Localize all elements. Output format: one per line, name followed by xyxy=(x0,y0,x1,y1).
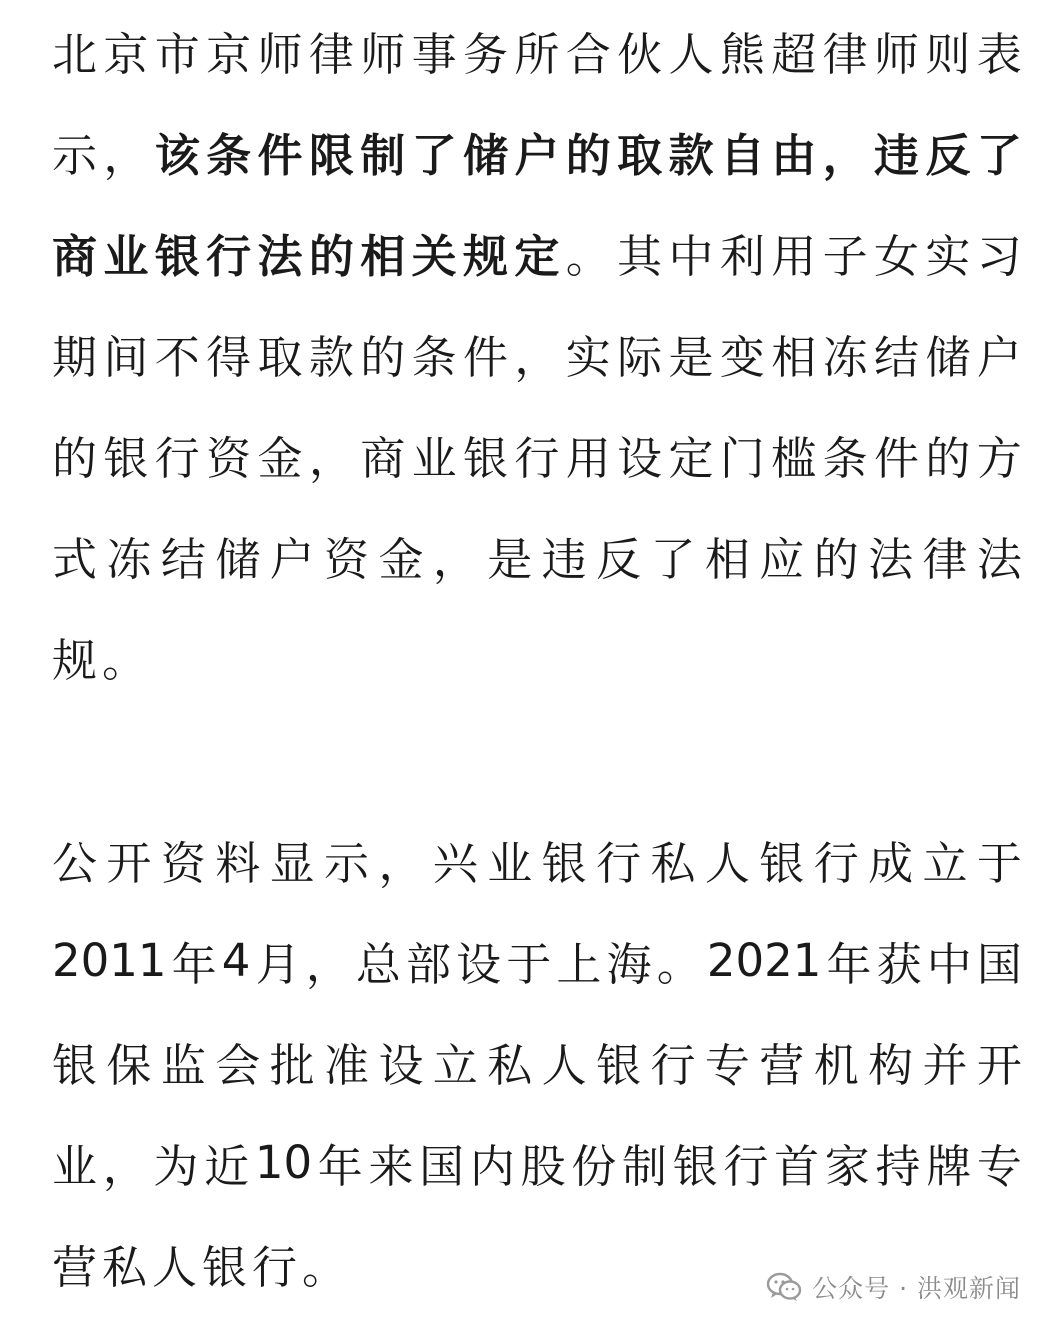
text-segment: 规。 xyxy=(52,634,153,687)
text-line: 公 开 资 料 显 示 ， 兴 业 银 行 私 人 银 行 成 立 于 xyxy=(52,837,1022,890)
text-line: 示 ， 该 条 件 限 制 了 储 户 的 取 款 自 由 ， 违 反 了 xyxy=(52,129,1022,182)
text-line: 期 间 不 得 取 款 的 条 件 ， 实 际 是 变 相 冻 结 储 户 xyxy=(52,331,1022,384)
wechat-icon xyxy=(766,1272,802,1302)
text-line xyxy=(52,606,1022,707)
text-line: 的 银 行 资 金 ， 商 业 银 行 用 设 定 门 槛 条 件 的 方 xyxy=(52,432,1022,485)
text-line: 2011 年 4 月 ， 总 部 设 于 上 海 。 2021 年 获 中 国 xyxy=(52,934,1022,991)
watermark xyxy=(766,1268,1021,1306)
text-line: 商 业 银 行 法 的 相 关 规 定 。 其 中 利 用 子 女 实 习 xyxy=(52,230,1022,283)
text-line: 业 ， 为 近 10 年 来 国 内 股 份 制 银 行 首 家 持 牌 专 xyxy=(52,1136,1022,1193)
article-body xyxy=(52,0,1022,1314)
text-line: 银 保 监 会 批 准 设 立 私 人 银 行 专 营 机 构 并 开 xyxy=(52,1039,1022,1092)
text-line: 北 京 市 京 师 律 师 事 务 所 合 伙 人 熊 超 律 师 则 表 xyxy=(52,28,1022,81)
paragraph-gap xyxy=(52,707,1022,809)
paragraph xyxy=(52,809,1022,1314)
text-segment: 营私人银行。 xyxy=(52,1241,353,1294)
paragraph xyxy=(52,0,1022,707)
watermark-text: 公众号 · 洪观新闻 xyxy=(812,1274,1021,1303)
text-line: 式 冻 结 储 户 资 金 ， 是 违 反 了 相 应 的 法 律 法 xyxy=(52,533,1022,586)
